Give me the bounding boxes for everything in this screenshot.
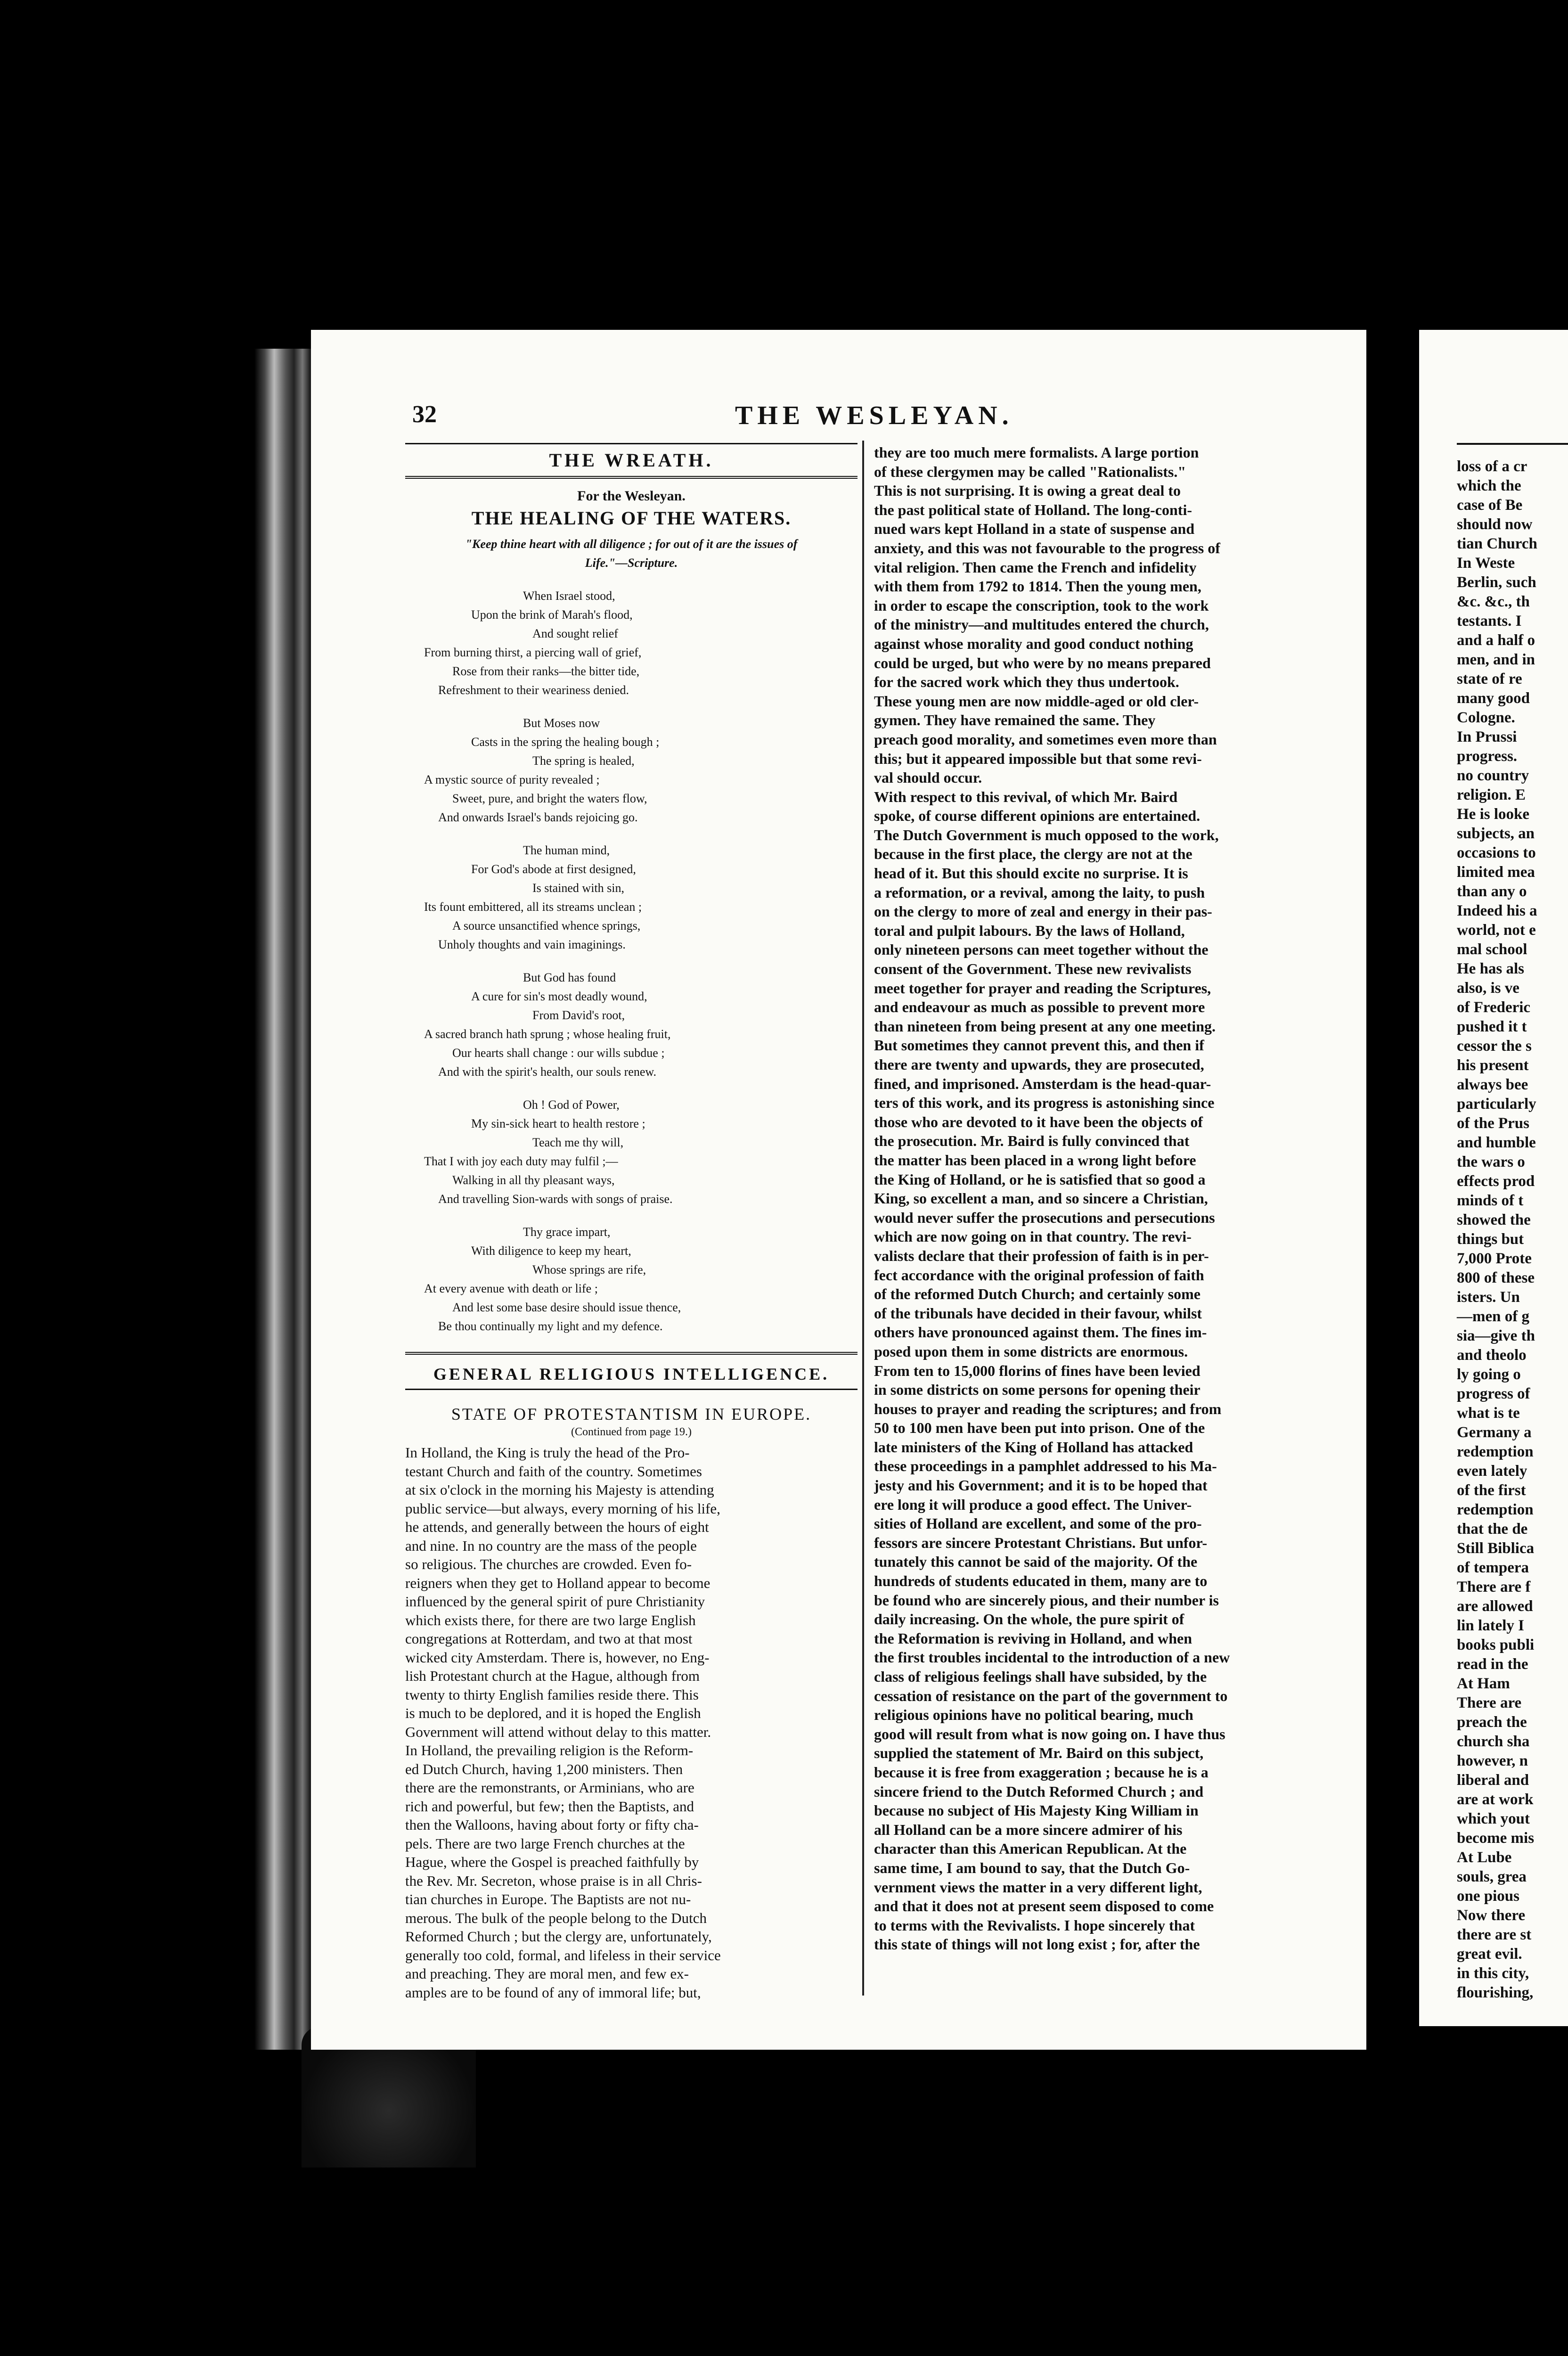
wreath-section-head: THE WREATH.: [405, 443, 858, 479]
text-line: because no subject of His Majesty King William in: [874, 1802, 1199, 1819]
text-line: reigners when they get to Holland appear to become: [405, 1574, 710, 1591]
text-line: become mis: [1457, 1830, 1535, 1847]
text-line: things but: [1457, 1231, 1524, 1248]
poem-line: Sweet, pure, and bright the waters flow,: [452, 792, 647, 805]
text-line: late ministers of the King of Holland has attacked: [874, 1438, 1193, 1456]
poem-line: Thy grace impart,: [523, 1225, 611, 1239]
stanza: [405, 841, 858, 954]
poem-line: And with the spirit's health, our souls renew.: [438, 1065, 656, 1079]
text-line: In Holland, the King is truly the head of the Pro-: [405, 1444, 690, 1461]
text-line: be found who are sincerely pious, and their number is: [874, 1591, 1219, 1609]
text-line: a reformation, or a revival, among the laity, to push: [874, 884, 1205, 901]
text-line: religious opinions have no political bearing, much: [874, 1706, 1193, 1724]
text-line: on the clergy to more of zeal and energy in their pas-: [874, 903, 1212, 920]
text-line: one pious: [1457, 1888, 1519, 1905]
text-line: anxiety, and this was not favourable to the progress of: [874, 539, 1220, 556]
text-line: same time, I am bound to say, that the Dutch Go-: [874, 1859, 1190, 1876]
text-line: those who are devoted to it have been the objects of: [874, 1113, 1203, 1130]
text-line: great evil.: [1457, 1946, 1522, 1963]
text-line: —men of g: [1457, 1308, 1529, 1325]
text-line: meet together for prayer and reading the Scriptures,: [874, 979, 1211, 997]
stanza: [405, 587, 858, 700]
text-line: In Weste: [1457, 555, 1515, 572]
text-line: church sha: [1457, 1733, 1530, 1750]
text-line: Indeed his a: [1457, 902, 1537, 919]
text-line: vital religion. Then came the French and infidelity: [874, 558, 1197, 576]
text-line: jesty and his Government; and it is to be hoped that: [874, 1477, 1208, 1494]
text-line: King, so excellent a man, and so sincere a Christian,: [874, 1190, 1208, 1207]
text-line: From ten to 15,000 florins of fines have been levied: [874, 1362, 1200, 1379]
text-line: and that it does not at present seem disposed to come: [874, 1898, 1214, 1915]
text-line: spoke, of course different opinions are entertained.: [874, 807, 1200, 825]
poem-epigraph: [405, 535, 858, 573]
text-line: flourishing,: [1457, 1984, 1534, 2001]
text-line: subjects, an: [1457, 825, 1535, 842]
text-line: The Dutch Government is much opposed to the work,: [874, 826, 1219, 843]
text-line: At Ham: [1457, 1675, 1510, 1692]
article-title: STATE OF PROTESTANTISM IN EUROPE.: [451, 1405, 812, 1423]
text-line: amples are to be found of any of immoral life; but,: [405, 1984, 701, 2001]
text-line: should now: [1457, 516, 1533, 533]
text-line: the King of Holland, or he is satisfied that so good a: [874, 1170, 1206, 1188]
epigraph-line: "Keep thine heart with all diligence ; for out of it are the issues of: [465, 537, 798, 551]
text-line: tian churches in Europe. The Baptists are not nu-: [405, 1891, 691, 1907]
text-line: world, not e: [1457, 922, 1536, 939]
text-line: religion. E: [1457, 786, 1526, 803]
text-line: daily increasing. On the whole, the pure spirit of: [874, 1611, 1184, 1628]
text-line: read in the: [1457, 1656, 1528, 1673]
text-line: isters. Un: [1457, 1289, 1520, 1306]
right-column: [874, 443, 1366, 1954]
text-line: are at work: [1457, 1791, 1534, 1808]
text-line: showed the: [1457, 1211, 1531, 1228]
text-line: redemption: [1457, 1443, 1534, 1460]
poem-line: Casts in the spring the healing bough ;: [471, 735, 660, 749]
poem-line: And lest some base desire should issue thence,: [452, 1301, 681, 1314]
text-line: all Holland can be a more sincere admirer of his: [874, 1821, 1183, 1838]
text-line: tunately this cannot be said of the majority. Of the: [874, 1553, 1198, 1571]
text-line: of the first: [1457, 1482, 1526, 1499]
text-line: gymen. They have remained the same. They: [874, 712, 1156, 729]
text-line: rich and powerful, but few; then the Baptists, and: [405, 1798, 694, 1815]
text-line: congregations at Rotterdam, and two at that most: [405, 1630, 693, 1647]
text-line: tian Church: [1457, 535, 1537, 552]
text-line: of the reformed Dutch Church; and certainly some: [874, 1285, 1200, 1303]
article-body: [405, 1443, 858, 2002]
poem-title: THE HEALING OF THE WATERS.: [471, 507, 792, 529]
poem-line: Unholy thoughts and vain imaginings.: [438, 938, 626, 951]
text-line: There are f: [1457, 1579, 1531, 1595]
poem-line: From burning thirst, a piercing wall of grief,: [424, 646, 642, 659]
text-line: good will result from what is now going on. I have thus: [874, 1725, 1225, 1742]
poem-line: A source unsanctified whence springs,: [452, 919, 641, 933]
text-line: public service—but always, every morning of his life,: [405, 1500, 720, 1517]
text-line: generally too cold, formal, and lifeless in their service: [405, 1947, 721, 1963]
text-line: many good: [1457, 690, 1530, 707]
text-line: merous. The bulk of the people belong to the Dutch: [405, 1909, 707, 1926]
poem-kicker: For the Wesleyan.: [577, 488, 686, 504]
poem-line: Oh ! God of Power,: [523, 1098, 620, 1112]
text-line: and a half o: [1457, 632, 1535, 649]
text-line: the matter has been placed in a wrong light before: [874, 1151, 1196, 1169]
text-line: souls, grea: [1457, 1868, 1527, 1885]
text-line: pushed it t: [1457, 1018, 1527, 1035]
text-line: sincere friend to the Dutch Reformed Church ; and: [874, 1783, 1204, 1800]
poem-line: For God's abode at first designed,: [471, 862, 636, 876]
text-line: Hague, where the Gospel is preached faithfully by: [405, 1854, 699, 1870]
text-line: there are the remonstrants, or Arminians, who are: [405, 1779, 694, 1796]
poem-line: A cure for sin's most deadly wound,: [471, 990, 647, 1003]
text-line: could be urged, but who were by no means prepared: [874, 654, 1211, 671]
text-line: testant Church and faith of the country. Sometimes: [405, 1463, 702, 1480]
text-line: at six o'clock in the morning his Majesty is attending: [405, 1481, 714, 1498]
poem-line: Its fount embittered, all its streams unclean ;: [424, 900, 642, 914]
facing-page-column: [1457, 457, 1568, 2003]
text-line: of the Prus: [1457, 1115, 1529, 1132]
poem-line: Walking in all thy pleasant ways,: [452, 1173, 615, 1187]
text-line: they are too much mere formalists. A large portion: [874, 444, 1199, 461]
text-line: loss of a cr: [1457, 458, 1527, 475]
text-line: ters of this work, and its progress is astonishing since: [874, 1094, 1215, 1112]
poem-line: Whose springs are rife,: [532, 1263, 646, 1276]
text-line: progress of: [1457, 1385, 1530, 1402]
text-line: what is te: [1457, 1405, 1520, 1422]
text-line: &c. &c., th: [1457, 593, 1530, 610]
text-line: in some districts on some persons for opening their: [874, 1381, 1200, 1399]
text-line: cessation of resistance on the part of the government to: [874, 1687, 1228, 1704]
text-line: limited mea: [1457, 864, 1535, 881]
text-line: He has als: [1457, 960, 1525, 977]
text-line: than any o: [1457, 883, 1527, 900]
text-line: in this city,: [1457, 1965, 1529, 1982]
text-line: which are now going on in that country. The revi-: [874, 1228, 1192, 1245]
text-line: these proceedings in a pamphlet addressed to his Ma-: [874, 1457, 1217, 1475]
text-line: are allowed: [1457, 1598, 1533, 1615]
text-line: there are twenty and upwards, they are prosecuted,: [874, 1056, 1204, 1073]
text-line: Now there: [1457, 1907, 1526, 1924]
text-line: the Rev. Mr. Secreton, whose praise is in all Chris-: [405, 1872, 702, 1889]
text-line: 7,000 Prote: [1457, 1250, 1532, 1267]
text-line: Reformed Church ; but the clergy are, unfortunately,: [405, 1928, 712, 1945]
text-line: this state of things will not long exist ; for, after the: [874, 1936, 1200, 1953]
text-line: sities of Holland are excellent, and some of the pro-: [874, 1515, 1202, 1532]
text-line: to terms with the Revivalists. I hope sincerely that: [874, 1916, 1195, 1934]
poem-line: The spring is healed,: [532, 754, 635, 768]
text-line: because it is free from exaggeration ; because he is a: [874, 1763, 1209, 1781]
text-line: and preaching. They are moral men, and few ex-: [405, 1965, 689, 1982]
text-line: this; but it appeared impossible but that some revi-: [874, 750, 1202, 767]
text-line: of the tribunals have decided in their favour, whilst: [874, 1304, 1202, 1322]
article-continuation: [874, 443, 1366, 1954]
text-line: there are st: [1457, 1926, 1532, 1943]
text-line: and nine. In no country are the mass of the people: [405, 1537, 697, 1554]
text-line: liberal and: [1457, 1772, 1529, 1789]
text-line: pels. There are two large French churches at the: [405, 1835, 685, 1852]
text-line: of these clergymen may be called "Rationalists.": [874, 463, 1186, 480]
text-line: cessor the s: [1457, 1038, 1532, 1055]
text-line: He is looke: [1457, 806, 1529, 823]
poem-line: Be thou continually my light and my defence.: [438, 1319, 663, 1333]
text-line: class of religious feelings shall have subsided, by the: [874, 1668, 1207, 1685]
text-line: others have pronounced against them. The fines im-: [874, 1324, 1207, 1341]
text-line: because in the first place, the clergy are not at the: [874, 845, 1192, 863]
poem-line: Our hearts shall change : our wills subdue ;: [452, 1046, 665, 1060]
text-line: redemption: [1457, 1501, 1534, 1518]
poem-line: And travelling Sion-wards with songs of praise.: [438, 1192, 673, 1206]
text-line: which exists there, for there are two large English: [405, 1612, 696, 1628]
text-line: than nineteen from being present at any one meeting.: [874, 1017, 1216, 1035]
text-line: These young men are now middle-aged or old cler-: [874, 692, 1199, 710]
text-line: the first troubles incidental to the introduction of a new: [874, 1649, 1230, 1666]
text-line: nued wars kept Holland in a state of suspense and: [874, 520, 1195, 538]
text-line: 800 of these: [1457, 1269, 1535, 1286]
text-line: consent of the Government. These new revivalists: [874, 960, 1192, 978]
text-line: vernment views the matter in a very different light,: [874, 1878, 1202, 1896]
text-line: mal school: [1457, 941, 1527, 958]
text-line: ere long it will produce a good effect. The Univer-: [874, 1496, 1192, 1513]
text-line: In Prussi: [1457, 728, 1517, 745]
text-line: men, and in: [1457, 651, 1535, 668]
poem-line: The human mind,: [523, 843, 610, 857]
text-line: head of it. But this should excite no surprise. It is: [874, 865, 1188, 882]
text-line: testants. I: [1457, 613, 1522, 630]
text-line: and endeavour as much as possible to prevent more: [874, 998, 1205, 1016]
text-line: occasions to: [1457, 844, 1536, 861]
text-line: against whose morality and good conduct nothing: [874, 635, 1193, 652]
stanza: [405, 1223, 858, 1336]
text-line: preach good morality, and sometimes even more than: [874, 730, 1217, 748]
text-line: fined, and imprisoned. Amsterdam is the head-quar-: [874, 1075, 1211, 1092]
text-line: At Lube: [1457, 1849, 1512, 1866]
text-line: Germany a: [1457, 1424, 1532, 1441]
running-head: [311, 401, 1366, 434]
facing-page: [1419, 330, 1568, 2026]
facing-page-rule: [1457, 443, 1568, 445]
text-line: the prosecution. Mr. Baird is fully convinced that: [874, 1132, 1190, 1150]
running-title: THE WESLEYAN.: [735, 401, 1013, 430]
text-line: toral and pulpit labours. By the laws of Holland,: [874, 922, 1185, 939]
poem-line: Is stained with sin,: [532, 881, 624, 895]
text-line: which yout: [1457, 1810, 1530, 1827]
text-line: of tempera: [1457, 1559, 1529, 1576]
text-line: in order to escape the conscription, took to the work: [874, 597, 1209, 614]
text-line: that the de: [1457, 1521, 1528, 1538]
poem-stanzas: [405, 587, 858, 1336]
book-binding: [254, 349, 311, 2050]
text-line: with them from 1792 to 1814. Then the young men,: [874, 578, 1201, 595]
poem-line: A mystic source of purity revealed ;: [424, 773, 600, 786]
poem-line: Rose from their ranks—the bitter tide,: [452, 664, 640, 678]
text-line: would never suffer the prosecutions and persecutions: [874, 1209, 1215, 1226]
text-line: effects prod: [1457, 1173, 1535, 1190]
text-line: case of Be: [1457, 497, 1523, 514]
text-line: books publi: [1457, 1636, 1535, 1653]
text-line: also, is ve: [1457, 980, 1519, 997]
poem-line: Upon the brink of Marah's flood,: [471, 608, 633, 622]
text-line: even lately: [1457, 1463, 1527, 1480]
stanza: [405, 1096, 858, 1209]
text-line: wicked city Amsterdam. There is, however, no Eng-: [405, 1649, 710, 1666]
poem-line: When Israel stood,: [523, 589, 615, 603]
text-line: however, n: [1457, 1752, 1528, 1769]
text-line: sia—give th: [1457, 1327, 1535, 1344]
poem-line: With diligence to keep my heart,: [471, 1244, 631, 1258]
text-line: progress.: [1457, 748, 1518, 765]
page-number: 32: [412, 401, 437, 428]
poem-line: But Moses now: [523, 716, 600, 730]
text-line: Berlin, such: [1457, 574, 1536, 591]
text-line: Cologne.: [1457, 709, 1515, 726]
text-line: his present: [1457, 1057, 1529, 1074]
text-line: he attends, and generally between the hours of eight: [405, 1519, 709, 1535]
text-line: val should occur.: [874, 769, 982, 786]
text-line: so religious. The churches are crowded. Even fo-: [405, 1556, 692, 1572]
text-line: character than this American Republican. At the: [874, 1840, 1187, 1857]
text-line: twenty to thirty English families reside there. This: [405, 1686, 699, 1703]
text-line: the past political state of Holland. The long-conti-: [874, 501, 1192, 518]
text-line: influenced by the general spirit of pure Christianity: [405, 1593, 705, 1610]
article-subtitle: (Continued from page 19.): [571, 1426, 692, 1438]
column-rule: [862, 441, 864, 1996]
left-column: [405, 443, 858, 2002]
text-line: state of re: [1457, 671, 1522, 687]
text-line: ly going o: [1457, 1366, 1521, 1383]
text-line: lish Protestant church at the Hague, although from: [405, 1668, 700, 1684]
stanza: [405, 714, 858, 827]
text-line: of Frederic: [1457, 999, 1531, 1016]
poem-line: And sought relief: [532, 627, 618, 640]
poem-line: But God has found: [523, 971, 616, 984]
poem-line: Refreshment to their weariness denied.: [438, 683, 629, 697]
text-line: ed Dutch Church, having 1,200 ministers. Then: [405, 1760, 683, 1777]
text-line: But sometimes they cannot prevent this, and then if: [874, 1037, 1204, 1054]
text-line: and humble: [1457, 1134, 1536, 1151]
text-line: then the Walloons, having about forty or fifty cha-: [405, 1816, 699, 1833]
text-line: supplied the statement of Mr. Baird on this subject,: [874, 1744, 1204, 1762]
poem-line: From David's root,: [532, 1008, 625, 1022]
text-line: In Holland, the prevailing religion is the Reform-: [405, 1742, 694, 1759]
text-line: the wars o: [1457, 1153, 1525, 1170]
text-line: posed upon them in some districts are enormous.: [874, 1342, 1188, 1360]
text-line: minds of t: [1457, 1192, 1524, 1209]
text-line: which the: [1457, 477, 1521, 494]
text-line: valists declare that their profession of faith is in per-: [874, 1247, 1209, 1264]
left-page: [311, 330, 1366, 2050]
text-line: With respect to this revival, of which Mr. Baird: [874, 788, 1178, 805]
text-line: lin lately I: [1457, 1617, 1525, 1634]
poem-line: Teach me thy will,: [532, 1136, 624, 1149]
epigraph-line: Life."—Scripture.: [585, 556, 678, 570]
text-line: houses to prayer and reading the scriptures; and from: [874, 1400, 1222, 1417]
poem-line: A sacred branch hath sprung ; whose healing fruit,: [424, 1027, 671, 1041]
text-line: preach the: [1457, 1714, 1527, 1731]
poem-line: And onwards Israel's bands rejoicing go.: [438, 810, 638, 824]
section-divider: [405, 1352, 858, 1355]
text-line: Government will attend without delay to this matter.: [405, 1723, 711, 1740]
text-line: only nineteen persons can meet together without the: [874, 941, 1209, 958]
text-line: no country: [1457, 767, 1529, 784]
poem-line: My sin-sick heart to health restore ;: [471, 1117, 645, 1130]
text-line: always bee: [1457, 1076, 1528, 1093]
text-line: 50 to 100 men have been put into prison. One of the: [874, 1419, 1205, 1437]
text-line: There are: [1457, 1694, 1522, 1711]
text-line: hundreds of students educated in them, many are to: [874, 1572, 1208, 1590]
text-line: This is not surprising. It is owing a great deal to: [874, 482, 1181, 499]
text-line: the Reformation is reviving in Holland, and when: [874, 1629, 1192, 1647]
text-line: and theolo: [1457, 1347, 1527, 1364]
poem-line: That I with joy each duty may fulfil ;—: [424, 1154, 618, 1168]
text-line: Still Biblica: [1457, 1540, 1535, 1557]
text-line: for the sacred work which they thus undertook.: [874, 673, 1179, 691]
stanza: [405, 968, 858, 1081]
poem-line: At every avenue with death or life ;: [424, 1282, 598, 1295]
text-line: fessors are sincere Protestant Christians. But unfor-: [874, 1534, 1208, 1551]
intelligence-section-head: GENERAL RELIGIOUS INTELLIGENCE.: [405, 1359, 858, 1390]
text-line: is much to be deplored, and it is hoped the English: [405, 1705, 701, 1721]
text-line: particularly: [1457, 1096, 1536, 1113]
text-line: fect accordance with the original profession of faith: [874, 1266, 1204, 1284]
text-line: of the ministry—and multitudes entered the church,: [874, 616, 1209, 633]
